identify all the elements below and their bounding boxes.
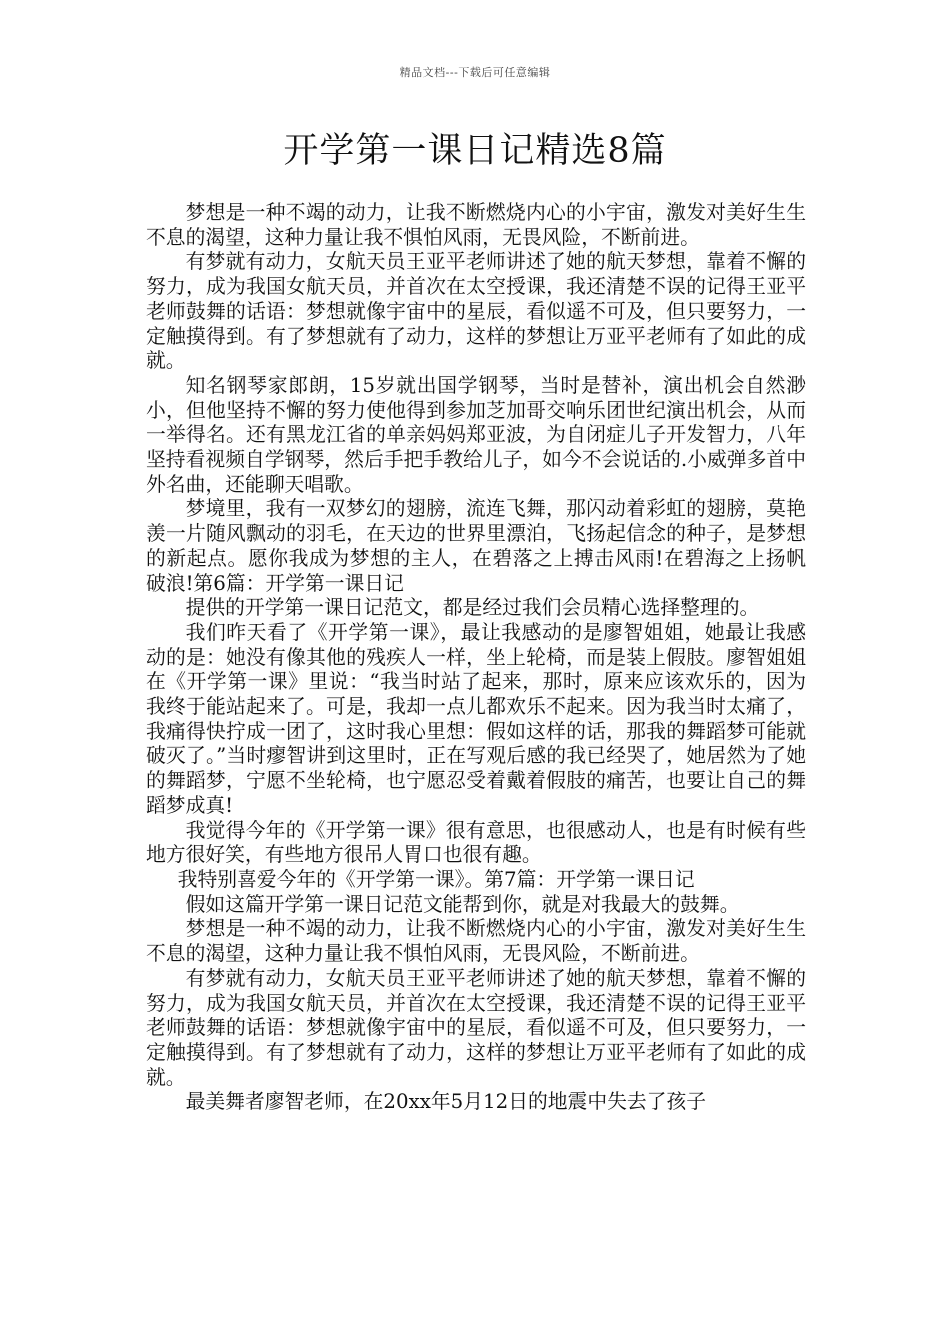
paragraph: 梦境里，我有一双梦幻的翅膀，流连飞舞，那闪动着彩虹的翅膀，莫艳羡一片随风飘动的羽毛，在天边的世界里漂泊，飞扬起信念的种子，是梦想的新起点。愿你我成为梦想的主人，在碧落之上搏击风雨!在碧海之上扬帆破浪!第6篇：开学第一课日记 — [146, 497, 806, 595]
document-title: 开学第一课日记精选8篇 — [283, 131, 667, 171]
document-body — [146, 201, 806, 1115]
paragraph: 我觉得今年的《开学第一课》很有意思，也很感动人，也是有时候有些地方很好笑，有些地方很吊人胃口也很有趣。 — [146, 818, 806, 867]
paragraph: 我们昨天看了《开学第一课》，最让我感动的是廖智姐姐，她最让我感动的是：她没有像其他的残疾人一样，坐上轮椅，而是装上假肢。廖智姐姐在《开学第一课》里说：“我当时站了起来，那时，原来应该欢乐的，因为我终于能站起来了。可是，我却一点儿都欢乐不起来。因为我当时太痛了，我痛得快拧成一团了，这时我心里想：假如这样的话，那我的舞蹈梦可能就破灭了。”当时瘳智讲到这里时，正在写观后感的我已经哭了，她居然为了她的舞蹈梦，宁愿不坐轮椅，也宁愿忍受着戴着假肢的痛苦，也要让自己的舞蹈梦成真! — [146, 620, 806, 817]
paragraph: 最美舞者廖智老师，在20xx年5月12日的地震中失去了孩子 — [185, 1090, 707, 1114]
paragraph: 梦想是一种不竭的动力，让我不断燃烧内心的小宇宙，激发对美好生生不息的渴望，这种力量让我不惧怕风雨，无畏风险，不断前进。 — [146, 917, 806, 966]
paragraph: 梦想是一种不竭的动力，让我不断燃烧内心的小宇宙，激发对美好生生不息的渴望，这种力量让我不惧怕风雨，无畏风险，不断前进。 — [146, 201, 806, 249]
header-note: 精品文档---下载后可任意编辑 — [399, 66, 551, 79]
paragraph: 知名钢琴家郎朗，15岁就出国学钢琴，当时是替补，演出机会自然渺小，但他坚持不懈的努力使他得到参加芝加哥交响乐团世纪演出机会，从而一举得名。还有黑龙江省的单亲妈妈郑亚波，为自闭症儿子开发智力，八年坚持看视频自学钢琴，然后手把手教给儿子，如今不会说话的.小威弹多首中外名曲，还能聊天唱歌。 — [146, 373, 806, 496]
paragraph: 我特别喜爱今年的《开学第一课》。第7篇：开学第一课日记 — [177, 867, 695, 891]
paragraph: 提供的开学第一课日记范文，都是经过我们会员精心选择整理的。 — [185, 596, 760, 620]
paragraph: 有梦就有动力，女航天员王亚平老师讲述了她的航天梦想，靠着不懈的努力，成为我国女航天员，并首次在太空授课，我还清楚不误的记得王亚平老师鼓舞的话语：梦想就像宇宙中的星辰，看似遥不可及，但只要努力，一定触摸得到。有了梦想就有了动力，这样的梦想让万亚平老师有了如此的成就。 — [146, 250, 806, 373]
paragraph: 假如这篇开学第一课日记范文能帮到你，就是对我最大的鼓舞。 — [185, 892, 740, 916]
paragraph: 有梦就有动力，女航天员王亚平老师讲述了她的航天梦想，靠着不懈的努力，成为我国女航天员，并首次在太空授课，我还清楚不误的记得王亚平老师鼓舞的话语：梦想就像宇宙中的星辰，看似遥不可及，但只要努力，一定触摸得到。有了梦想就有了动力，这样的梦想让万亚平老师有了如此的成就。 — [146, 966, 806, 1089]
